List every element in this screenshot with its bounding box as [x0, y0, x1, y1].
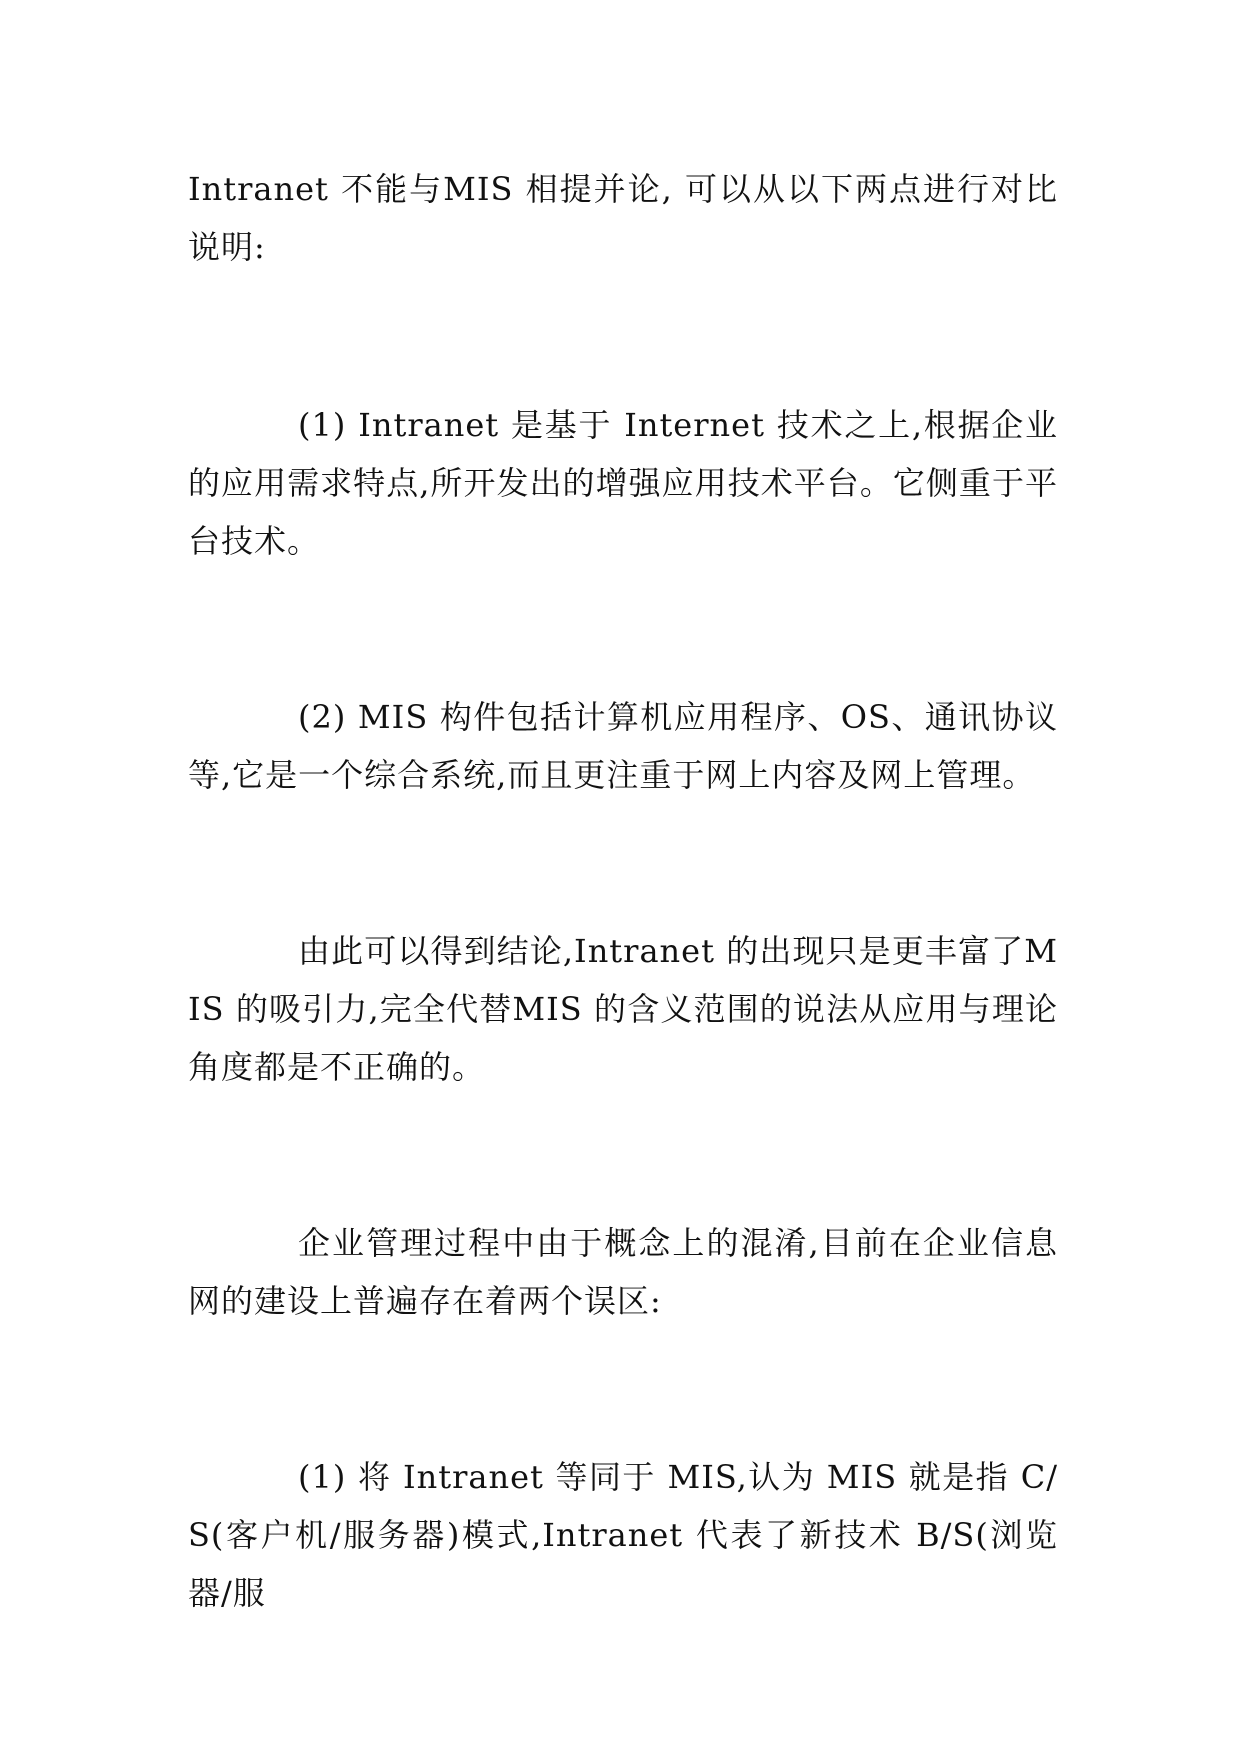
- paragraph-misconceptions: 企业管理过程中由于概念上的混淆,目前在企业信息网的建设上普遍存在着两个误区:: [188, 1224, 1058, 1320]
- paragraph-conclusion: 由此可以得到结论,Intranet 的出现只是更丰富了MIS 的吸引力,完全代替MIS 的含义范围的说法从应用与理论角度都是不正确的。: [188, 932, 1058, 1086]
- paragraph-point-2-mis: (2) MIS 构件包括计算机应用程序、OS、通讯协议等,它是一个综合系统,而且更注重于网上内容及网上管理。: [188, 698, 1058, 794]
- paragraph-misconception-1: (1) 将 Intranet 等同于 MIS,认为 MIS 就是指 C/S(客户机/服务器)模式,Intranet 代表了新技术 B/S(浏览器/服: [188, 1458, 1058, 1612]
- paragraph-point-1-intranet: (1) Intranet 是基于 Internet 技术之上,根据企业的应用需求特点,所开发出的增强应用技术平台。它侧重于平台技术。: [188, 406, 1058, 560]
- paragraph-intro: Intranet 不能与MIS 相提并论, 可以从以下两点进行对比说明:: [188, 170, 1058, 266]
